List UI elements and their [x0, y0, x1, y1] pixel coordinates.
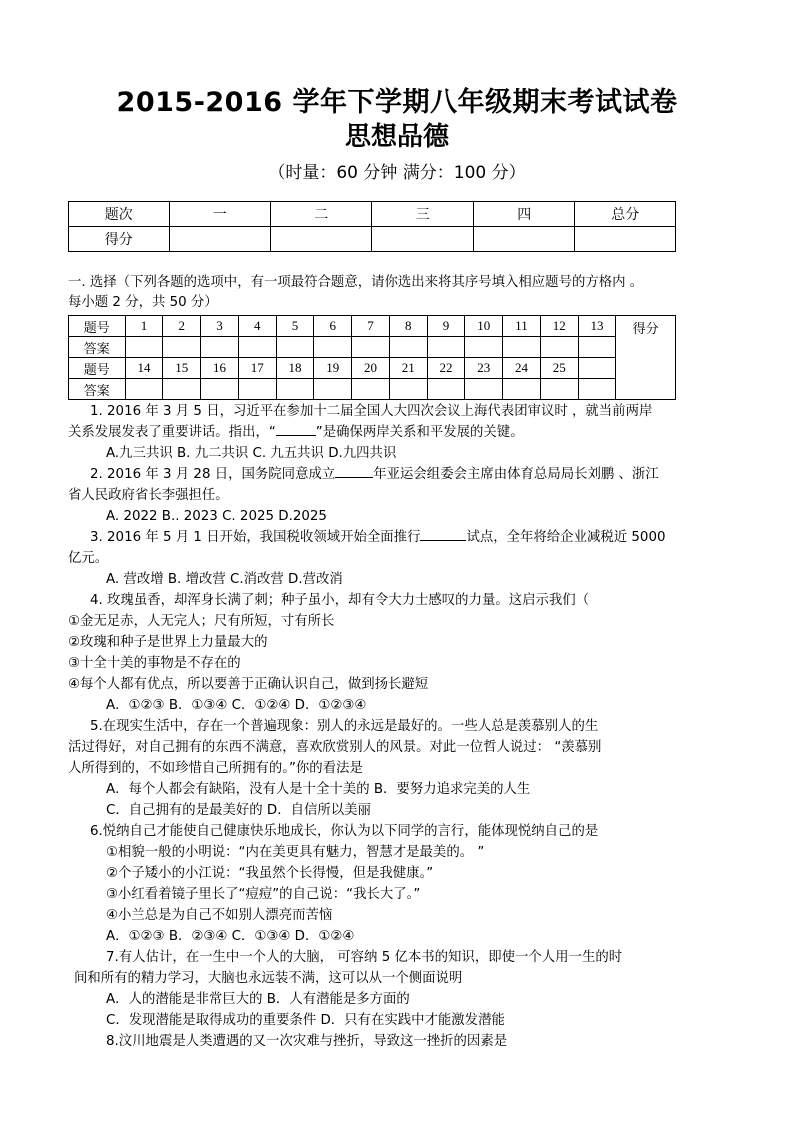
row-label: 答案 — [69, 337, 126, 358]
question-1-options: A.九三共识 B. 九二共识 C. 九五共识 D.九四共识 — [106, 446, 397, 461]
question-number: 16 — [201, 358, 239, 379]
question-6-item: ④小兰总是为自己不如别人漂亮而苦恼 — [106, 908, 333, 923]
answer-row — [69, 337, 676, 358]
question-1-stem: 1. 2016 年 3 月 5 日，习近平在参加十二届全国人大四次会议上海代表团审议时 ，就当前两岸 — [90, 404, 653, 419]
exam-title: 2015-2016 学年下学期八年级期末考试试卷 — [116, 87, 678, 118]
question-2-options: A. 2022 B.. 2023 C. 2025 D.2025 — [106, 509, 327, 524]
answer-cell[interactable] — [125, 379, 163, 400]
fill-blank[interactable] — [420, 540, 466, 541]
question-number: 20 — [352, 358, 390, 379]
answer-cell[interactable] — [427, 337, 465, 358]
score-label: 得分 — [616, 316, 676, 400]
answer-table — [68, 315, 676, 400]
question-number: 18 — [276, 358, 314, 379]
question-7-options: A．人的潜能是非常巨大的 B．人有潜能是多方面的 — [106, 992, 410, 1007]
answer-cell[interactable] — [201, 379, 239, 400]
answer-cell[interactable] — [163, 337, 201, 358]
answer-cell[interactable] — [201, 337, 239, 358]
question-6-item: ①相貌一般的小明说：“内在美更具有魅力，智慧才是最美的。 ” — [106, 845, 485, 860]
question-number: 3 — [201, 316, 239, 337]
score-cell[interactable] — [270, 227, 371, 252]
row-label: 题号 — [69, 358, 126, 379]
score-table — [68, 201, 676, 252]
score-table-header-row — [69, 202, 676, 227]
score-cell[interactable] — [169, 227, 270, 252]
question-number: 8 — [389, 316, 427, 337]
question-6-item: ②个子矮小的小江说：“我虽然个长得慢，但是我健康。” — [106, 866, 434, 881]
question-number: 10 — [465, 316, 503, 337]
score-cell[interactable] — [575, 227, 676, 252]
answer-cell[interactable] — [503, 379, 541, 400]
question-2-stem: 2. 2016 年 3 月 28 日，国务院同意成立 年亚运会组委会主席由体育总局局长刘鹏 、浙江 — [90, 467, 659, 482]
score-cell[interactable] — [473, 227, 574, 252]
question-number — [578, 358, 616, 379]
time-score-info: （时量：60 分钟 满分：100 分） — [268, 163, 526, 183]
question-5-options: C．自己拥有的是最美好的 D．自信所以美丽 — [106, 803, 371, 818]
score-header-cell: 总分 — [575, 202, 676, 227]
question-2-stem-cont: 省人民政府省长李强担任。 — [68, 488, 229, 503]
subject-title: 思想品德 — [344, 122, 449, 152]
score-header-cell: 题次 — [69, 202, 170, 227]
answer-cell[interactable] — [427, 379, 465, 400]
answer-table-number-row — [69, 316, 676, 337]
question-8-stem: 8.汶川地震是人类遭遇的又一次灾难与挫折，导致这一挫折的因素是 — [106, 1034, 508, 1049]
question-4-options: A．①②③ B．①③④ C．①②④ D．①②③④ — [106, 698, 367, 713]
question-5-stem-cont: 活过得好，对自己拥有的东西不满意，喜欢欣赏别人的风景。对此一位哲人说过： “羡慕别 — [68, 740, 602, 755]
question-number: 21 — [389, 358, 427, 379]
answer-cell[interactable] — [352, 337, 390, 358]
fill-blank[interactable] — [276, 435, 316, 436]
answer-cell[interactable] — [578, 379, 616, 400]
question-4-item: ③十全十美的事物是不存在的 — [68, 656, 241, 671]
row-label: 答案 — [69, 379, 126, 400]
answer-cell[interactable] — [503, 337, 541, 358]
answer-cell[interactable] — [314, 337, 352, 358]
question-number: 9 — [427, 316, 465, 337]
score-header-cell: 四 — [473, 202, 574, 227]
question-number: 22 — [427, 358, 465, 379]
question-3-options: A. 营改增 B. 增改营 C.消改营 D.营改消 — [106, 572, 343, 587]
answer-cell[interactable] — [314, 379, 352, 400]
answer-cell[interactable] — [238, 379, 276, 400]
question-number: 25 — [540, 358, 578, 379]
question-number: 5 — [276, 316, 314, 337]
question-number: 11 — [503, 316, 541, 337]
score-cell[interactable] — [372, 227, 473, 252]
question-7-stem: 7.有人估计，在一生中一个人的大脑， 可容纳 5 亿本书的知识，即使一个人用一生的时 — [106, 950, 623, 965]
question-number: 12 — [540, 316, 578, 337]
section1-instruction-points: 每小题 2 分，共 50 分） — [68, 295, 218, 310]
answer-cell[interactable] — [276, 337, 314, 358]
question-number: 13 — [578, 316, 616, 337]
question-4-item: ②玫瑰和种子是世界上力量最大的 — [68, 635, 268, 650]
question-1-stem-cont: 关系发展发表了重要讲话。指出，“ ”是确保两岸关系和平发展的关键。 — [68, 425, 524, 440]
question-7-options: C．发现潜能是取得成功的重要条件 D．只有在实践中才能激发潜能 — [106, 1013, 505, 1028]
question-5-options: A．每个人都会有缺陷，没有人是十全十美的 B．要努力追求完美的人生 — [106, 782, 531, 797]
question-3-stem: 3. 2016 年 5 月 1 日开始，我国税收领域开始全面推行 试点，全年将给企业减税近 5000 — [90, 530, 666, 545]
answer-table-number-row — [69, 358, 676, 379]
question-number: 24 — [503, 358, 541, 379]
question-6-options: A．①②③ B．②③④ C．①③④ D．①②④ — [106, 929, 355, 944]
question-number: 7 — [352, 316, 390, 337]
answer-cell[interactable] — [540, 379, 578, 400]
score-header-cell: 一 — [169, 202, 270, 227]
answer-cell[interactable] — [238, 337, 276, 358]
question-5-stem: 5.在现实生活中，存在一个普遍现象：别人的永远是最好的。一些人总是羡慕别人的生 — [90, 719, 599, 734]
question-5-stem-cont: 人所得到的，不如珍惜自己所拥有的。”你的看法是 — [68, 761, 363, 776]
answer-cell[interactable] — [352, 379, 390, 400]
score-header-cell: 二 — [270, 202, 371, 227]
answer-cell[interactable] — [540, 337, 578, 358]
section1-instruction: 一. 选择（下列各题的选项中，有一项最符合题意，请你选出来将其序号填入相应题号的方格内 。 — [68, 275, 644, 290]
row-label: 题号 — [69, 316, 126, 337]
question-number: 1 — [125, 316, 163, 337]
question-number: 14 — [125, 358, 163, 379]
question-number: 6 — [314, 316, 352, 337]
question-number: 2 — [163, 316, 201, 337]
question-number: 23 — [465, 358, 503, 379]
answer-cell[interactable] — [163, 379, 201, 400]
question-number: 4 — [238, 316, 276, 337]
question-3-stem-cont: 亿元。 — [68, 551, 109, 566]
score-header-cell: 三 — [372, 202, 473, 227]
answer-cell[interactable] — [125, 337, 163, 358]
answer-cell[interactable] — [465, 337, 503, 358]
question-6-stem: 6.悦纳自己才能使自己健康快乐地成长，你认为以下同学的言行，能体现悦纳自己的是 — [90, 824, 599, 839]
answer-row — [69, 379, 676, 400]
question-7-stem-cont: 间和所有的精力学习，大脑也永远装不满，这可以从一个侧面说明 — [74, 971, 463, 986]
score-row-label: 得分 — [69, 227, 170, 252]
question-6-item: ③小红看着镜子里长了“痘痘”的自己说：“我长大了。” — [106, 887, 421, 902]
question-number: 15 — [163, 358, 201, 379]
answer-cell[interactable] — [389, 337, 427, 358]
question-number: 19 — [314, 358, 352, 379]
answer-cell[interactable] — [578, 337, 616, 358]
answer-cell[interactable] — [276, 379, 314, 400]
question-4-item: ④每个人都有优点，所以要善于正确认识自己，做到扬长避短 — [68, 677, 429, 692]
question-4-item: ①金无足赤，人无完人；尺有所短，寸有所长 — [68, 614, 335, 629]
answer-cell[interactable] — [389, 379, 427, 400]
score-table-score-row — [69, 227, 676, 252]
question-4-stem: 4. 玫瑰虽香，却浑身长满了刺；种子虽小，却有令大力士感叹的力量。这启示我们（ — [90, 593, 590, 608]
answer-cell[interactable] — [465, 379, 503, 400]
question-number: 17 — [238, 358, 276, 379]
fill-blank[interactable] — [335, 477, 373, 478]
